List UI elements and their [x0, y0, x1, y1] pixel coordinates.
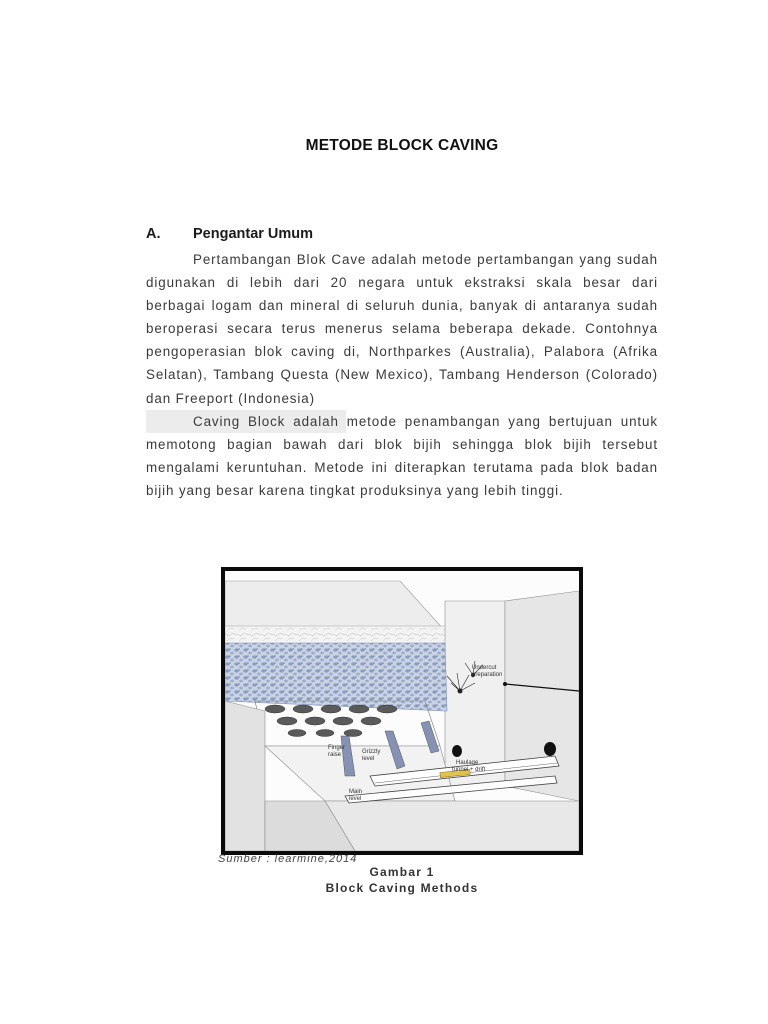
figure-caption-number: Gambar 1	[369, 865, 435, 879]
right-wall	[445, 601, 505, 786]
label-grizzly-1: Grizzly	[362, 749, 381, 755]
figure-source: Sumber : learmine,2014	[218, 853, 358, 865]
label-undercut-2: preparation	[472, 672, 503, 678]
label-grizzly-2: level	[362, 756, 375, 762]
portal-left	[452, 745, 462, 757]
front-face	[325, 801, 579, 851]
label-finger-1: Finger	[328, 745, 346, 751]
label-main-1: Main	[349, 789, 363, 795]
figure-caption-title: Block Caving Methods	[325, 881, 479, 895]
label-main-2: level	[349, 796, 362, 802]
paragraph-2: Caving Block adalah metode penambangan yang bertujuan untuk memotong bagian bawah dari blok bijih sehingga blok bijih tersebut mengalami keruntuhan. Metode ini diterapkan terutama pada blok badan bijih yang besar karena tingkat produksinya yang lebih tinggi.	[146, 410, 658, 502]
section-heading-text: Pengantar Umum	[193, 226, 314, 242]
left-step	[225, 701, 265, 851]
body-text	[146, 248, 658, 502]
label-haulage-2: tunnel + drift	[452, 767, 486, 773]
portal-right	[544, 742, 556, 756]
label-finger-2: raise	[328, 752, 342, 758]
block-caving-diagram	[225, 571, 579, 851]
figure-frame	[221, 567, 583, 855]
page-title: METODE BLOCK CAVING	[305, 137, 499, 154]
label-undercut-1: Undercut	[472, 665, 497, 671]
label-haulage-1: Haulage	[456, 760, 479, 766]
section-number: A.	[146, 226, 161, 242]
section-heading	[146, 226, 313, 242]
paragraph-1: Pertambangan Blok Cave adalah metode pertambangan yang sudah digunakan di lebih dari 20 negara untuk ekstraksi skala besar dari berbagai logam dan mineral di seluruh dunia, banyak di antaranya sudah beroperasi secara terus menerus selama beberapa dekade. Contohnya pengoperasian blok caving di, Northparkes (Australia), Palabora (Afrika Selatan), Tambang Questa (New Mexico), Tambang Henderson (Colorado) dan Freeport (Indonesia)	[146, 252, 658, 406]
